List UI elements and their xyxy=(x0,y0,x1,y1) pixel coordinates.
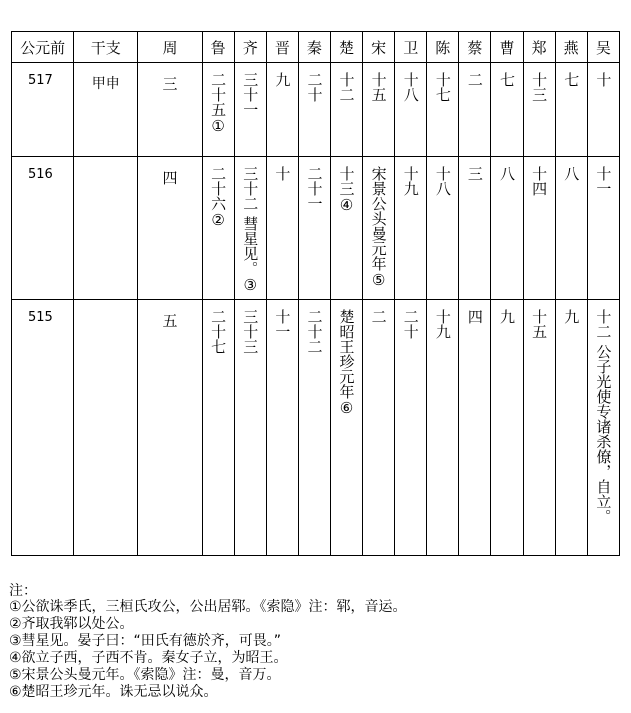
wu-cell: 十二 公子光使专诸杀僚，自立。 xyxy=(594,309,613,524)
cai-cell: 二 xyxy=(465,72,484,87)
yan-cell: 七 xyxy=(562,72,581,87)
chu-cell: 十二 xyxy=(337,72,356,102)
header-cell-chen: 陈 xyxy=(427,32,459,63)
chen-cell: 十七 xyxy=(433,72,452,102)
notes-title: 注： xyxy=(9,583,37,599)
jin-cell: 九 xyxy=(273,72,292,87)
header-cell-qin: 秦 xyxy=(298,32,330,63)
header-cell-wu: 吴 xyxy=(587,32,619,63)
qin-cell: 二十一 xyxy=(305,166,324,211)
cai-cell: 四 xyxy=(465,309,484,324)
song-cell: 十五 xyxy=(369,72,388,102)
zheng-cell: 十五 xyxy=(530,309,549,339)
qi-cell: 三十三 xyxy=(241,309,260,354)
lu-cell: 二十六② xyxy=(209,166,228,229)
zheng-cell: 十四 xyxy=(530,166,549,196)
cao-cell: 九 xyxy=(498,309,516,324)
qi-cell: 三十二 彗星见。③ xyxy=(241,166,260,294)
yan-cell: 九 xyxy=(562,309,581,324)
header-cell-zhou: 周 xyxy=(138,32,202,63)
qin-cell: 二十 xyxy=(305,72,324,102)
zhou-cell: 五 xyxy=(162,312,178,330)
note-item: ④欲立子西，子西不肯。秦女子立，为昭王。 xyxy=(9,650,288,666)
year-cell: 516 xyxy=(28,167,53,182)
note-item: ⑥楚昭王珍元年。诛无忌以说众。 xyxy=(9,684,218,700)
jin-cell: 十一 xyxy=(273,309,292,339)
header-cell-lu: 鲁 xyxy=(202,32,234,63)
header-cell-qi: 齐 xyxy=(234,32,266,63)
note-item: ⑤宋景公头曼元年。《索隐》注：曼，音万。 xyxy=(9,667,281,683)
wei-cell: 十九 xyxy=(401,166,420,196)
wei-cell: 二十 xyxy=(401,309,420,339)
lu-cell: 二十七 xyxy=(209,309,228,354)
header-cell-zheng: 郑 xyxy=(523,32,555,63)
jin-cell: 十 xyxy=(273,166,292,181)
chen-cell: 十九 xyxy=(433,309,452,339)
cao-cell: 八 xyxy=(498,166,516,181)
wu-cell: 十 xyxy=(594,72,613,87)
zhou-cell: 四 xyxy=(162,169,178,187)
song-cell: 二 xyxy=(369,309,388,324)
note-item: ②齐取我郓以处公。 xyxy=(9,616,134,632)
header-cell-cai: 蔡 xyxy=(459,32,491,63)
zheng-cell: 十三 xyxy=(530,72,549,102)
year-cell: 515 xyxy=(28,310,53,325)
ganzhi-cell xyxy=(74,157,137,167)
header-row xyxy=(12,32,620,63)
zhou-cell: 三 xyxy=(162,75,178,93)
song-cell: 宋景公头曼元年⑤ xyxy=(369,166,388,289)
ganzhi-cell: 甲申 xyxy=(91,76,120,92)
year-cell: 517 xyxy=(28,73,53,88)
wei-cell: 十八 xyxy=(401,72,420,102)
qin-cell: 二十二 xyxy=(305,309,324,354)
yan-cell: 八 xyxy=(562,166,581,181)
chronology-table xyxy=(11,31,620,556)
table-row xyxy=(12,63,620,157)
header-cell-wei: 卫 xyxy=(395,32,427,63)
header-cell-song: 宋 xyxy=(363,32,395,63)
header-cell-cao: 曹 xyxy=(491,32,523,63)
header-cell-yan: 燕 xyxy=(555,32,587,63)
header-cell-jin: 晋 xyxy=(266,32,298,63)
qi-cell: 三十一 xyxy=(241,72,260,117)
note-item: ①公欲诛季氏，三桓氏攻公，公出居郓。《索隐》注：郓，音运。 xyxy=(9,599,407,615)
table-row xyxy=(12,157,620,300)
lu-cell: 二十五① xyxy=(209,72,228,135)
table-row xyxy=(12,300,620,556)
header-cell-ganzhi: 干支 xyxy=(74,32,138,63)
chu-cell: 楚昭王珍元年⑥ xyxy=(337,309,356,417)
header-cell-chu: 楚 xyxy=(330,32,362,63)
note-item: ③彗星见。晏子曰：“田氏有德於齐，可畏。” xyxy=(9,633,282,649)
chen-cell: 十八 xyxy=(433,166,452,196)
cai-cell: 三 xyxy=(465,166,484,181)
wu-cell: 十一 xyxy=(594,166,613,196)
cao-cell: 七 xyxy=(498,72,516,87)
ganzhi-cell xyxy=(74,300,137,310)
header-cell-year: 公元前 xyxy=(12,32,74,63)
chu-cell: 十三④ xyxy=(337,166,356,214)
